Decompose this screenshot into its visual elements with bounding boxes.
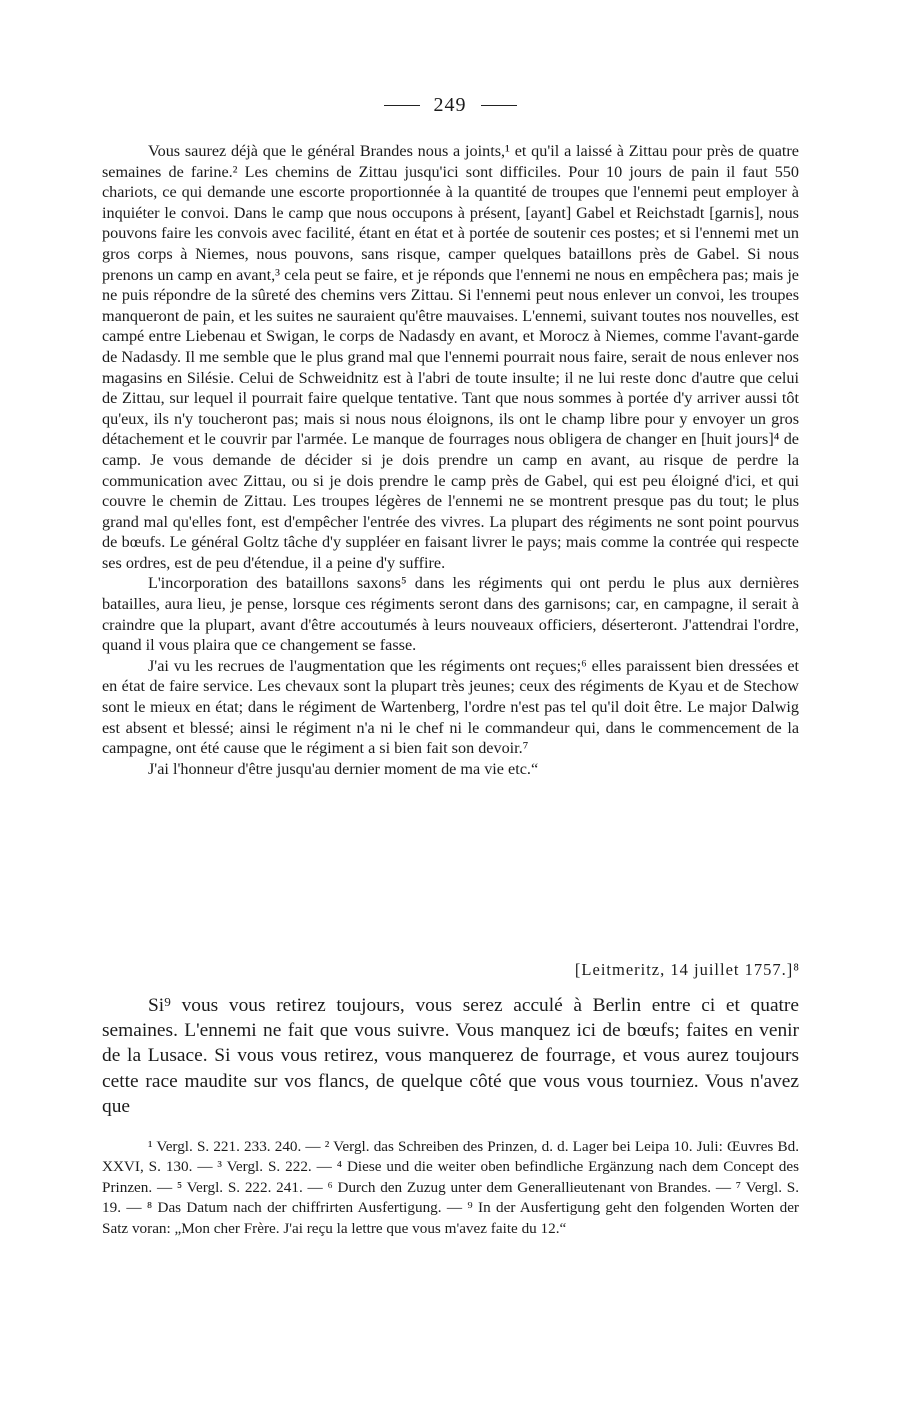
- paragraph-recruits: J'ai vu les recrues de l'augmentation que les régiments ont reçues;⁶ elles paraissent bien dressées et en état de faire service. Les chevaux sont la plupart très jeunes; ceux des régiments de Kyau et de Stechow sont le mieux en état; dans le régiment de Wartenberg, l'ordre n'est pas tel qu'il doit être. Le major Dalwig est absent et blessé; ainsi le régiment n'a ni le chef ni le commandeur qui, dans le commencement de la campagne, ont été cause que le régiment a si bien fait son devoir.⁷: [102, 656, 799, 758]
- letter-body: [102, 141, 799, 779]
- page-header: [0, 94, 900, 117]
- second-letter-text: Si⁹ vous vous retirez toujours, vous serez acculé à Berlin entre ci et quatre semaines. L'ennemi ne fait que vous suivre. Vous manquez ici de bœufs; faites en venir de la Lusace. Si vous vous retirez, vous manquerez de fourrage, et vous aurez toujours cette race maudite sur vos flancs, de quelque côté que vous vous tourniez. Vous n'avez que: [102, 995, 799, 1117]
- letter-signoff: J'ai l'honneur d'être jusqu'au dernier moment de ma vie etc.“: [148, 759, 539, 778]
- page-number: 249: [433, 94, 467, 116]
- paragraph-supplies: Vous saurez déjà que le général Brandes nous a joints,¹ et qu'il a laissé à Zittau pour près de quatre semaines de farine.² Les chemins de Zittau jusqu'ici sont difficiles. Pour 10 jours de pain il faut 550 chariots, ce qui demande une escorte proportionnée à la quantité de troupes que l'ennemi peut employer à inquiéter le convoi. Dans le camp que nous occupons à présent, [ayant] Gabel et Reichstadt [garnis], nous pouvons faire les convois avec facilité, étant en état et à portée de soutenir ces postes; et si l'ennemi met un gros corps à Niemes, nous pouvons, sans risque, camper quelques bataillons près de Gabel. Si nous prenons un camp en avant,³ cela peut se faire, et je réponds que l'ennemi ne nous en empêchera pas; mais je ne puis répondre de la sûreté des chemins vers Zittau. Si l'ennemi peut nous enlever un convoi, les troupes manqueront de pain, et les suites ne sauraient qu'être mauvaises. L'ennemi, suivant toutes nos nouvelles, est campé entre Liebenau et Swigan, le corps de Nadasdy en avant, et Morocz à Niemes, comme l'avant-garde de Nadasdy. Il me semble que le plus grand mal que l'ennemi pourrait nous faire, serait de nous enlever nos magasins en Silésie. Celui de Schweidnitz est à l'abri de toute insulte; il ne lui reste donc d'autre que celui de Zittau, sur lequel il pourrait faire quelque tentative. Tant que nous sommes à portée d'y arriver aussi tôt qu'eux, ils n'y toucheront pas; mais si nous nous éloignons, ils ont le champ libre pour y envoyer un gros détachement et le couvrir par l'armée. Le manque de fourrages nous obligera de changer en [huit jours]⁴ de camp. Je vous demande de décider si je dois prendre un camp en avant, au risque de perdre la communication avec Zittau, ou si je dois prendre le camp près de Gabel, qui est peu éloigné d'ici, et qui couvre le chemin de Zittau. Les troupes légères de l'ennemi ne se montrent presque pas du tout; le plus grand mal qu'elles font, est d'empêcher l'entrée des vivres. La plupart des régiments ne sont point pourvus de bœufs. Le général Goltz tâche d'y suppléer en faisant livrer le pays; mais comme la contrée qui respecte ses ordres, est de peu d'étendue, il a peine d'y suffire.: [102, 142, 799, 572]
- footnotes-text: ¹ Vergl. S. 221. 233. 240. — ² Vergl. das Schreiben des Prinzen, d. d. Lager bei Leipa 10. Juli: Œuvres Bd. XXVI, S. 130. — ³ Vergl. S. 222. — ⁴ Diese und die weiter oben befindliche Ergänzung nach dem Concept des Prinzen. — ⁵ Vergl. S. 222. 241. — ⁶ Durch den Zuzug unter dem Generallieutenant von Brandes. — ⁷ Vergl. S. 19. — ⁸ Das Datum nach der chiffrirten Ausfertigung. — ⁹ In der Ausfertigung geht den folgenden Worten der Satz voran: „Mon cher Frère. J'ai reçu la lettre que vous m'avez faite du 12.“: [102, 1138, 799, 1237]
- paragraph-saxon-battalions: L'incorporation des bataillons saxons⁵ dans les régiments qui ont perdu le plus aux dernières batailles, aura lieu, je pense, lorsque ces régiments seront dans des garnisons; car, en campagne, il serait à craindre que la plupart, avant d'être accoutumés à leurs nouveaux officiers, déserteront. J'attendrai l'ordre, quand il vous plaira que ce changement se fasse.: [102, 574, 799, 655]
- header-rule-left: [384, 105, 420, 106]
- second-letter: [102, 993, 799, 1119]
- footnotes: [102, 1137, 799, 1239]
- header-rule-right: [481, 105, 517, 106]
- dateline: [Leitmeritz, 14 juillet 1757.]⁸: [574, 960, 800, 979]
